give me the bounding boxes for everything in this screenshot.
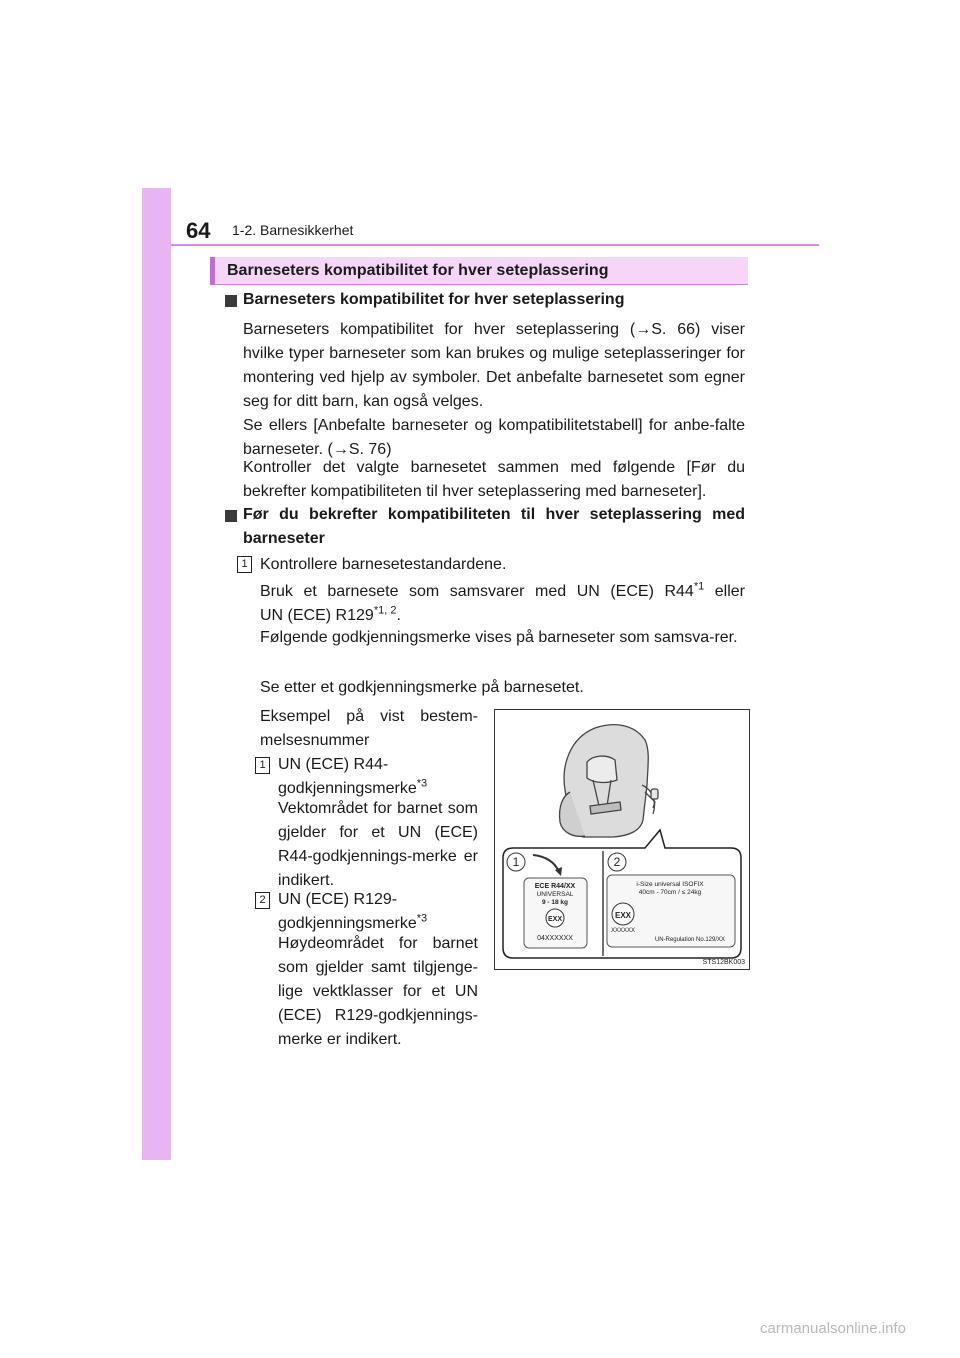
paragraph: Kontroller det valgte barnesetet sammen med følgende [Før du bekrefter kompatibiliteten til hver seteplassering med barneseter]. — [243, 459, 745, 500]
paragraph: Se ellers [Anbefalte barneseter og kompatibilitetstabell] for anbe-falte barneseter. (→S. 76) — [243, 417, 745, 458]
item-description: Høydeområdet for barnet som gjelder samt tilgjenge-lige vektklasser for et UN (ECE) R129-godkjennings-merke er indikert. — [278, 935, 478, 1048]
child-seat-illustration — [495, 710, 749, 969]
text-fragment: godkjenningsmerke — [278, 915, 417, 932]
bullet-square-icon — [225, 510, 237, 522]
callout-number: 1 — [512, 855, 520, 869]
child-seat-icon — [560, 725, 658, 837]
child-seat-figure — [494, 709, 750, 970]
item-title: UN (ECE) R129- — [278, 891, 398, 908]
section-heading-box — [210, 257, 748, 285]
label-text: 40cm - 70cm / ≤ 24kg — [638, 889, 702, 896]
subheading: barneseter — [243, 530, 325, 547]
text-fragment: eller — [704, 583, 745, 600]
footnote-ref: *1, 2 — [373, 604, 397, 617]
label-text: UNIVERSAL — [536, 891, 574, 898]
footnote-ref: *1 — [693, 580, 705, 593]
page-number: 64 — [186, 218, 211, 243]
paragraph: Eksempel på vist bestem-melsesnummer — [260, 708, 478, 749]
e-mark-icon: EXX — [614, 911, 632, 920]
section-heading: Barneseters kompatibilitet for hver seteplassering — [227, 262, 609, 279]
paragraph: Se etter et godkjenningsmerke på barnesetet. — [260, 679, 584, 696]
chapter-title: 1-2. Barnesikkerhet — [232, 222, 354, 238]
step-number-box: 1 — [237, 556, 252, 573]
figure-id: STS12BK003 — [702, 959, 745, 966]
item-title: UN (ECE) R44- — [278, 756, 389, 773]
paragraph — [260, 604, 745, 628]
text-fragment: UN (ECE) R129 — [260, 607, 374, 624]
text-fragment: . — [396, 607, 401, 624]
label-text: UN-Regulation No.129/XX — [654, 937, 726, 943]
footnote-ref: *3 — [416, 912, 428, 925]
subheading: Før du bekrefter kompatibiliteten til hver seteplassering med — [243, 506, 745, 523]
label-text: ECE R44/XX — [534, 883, 576, 890]
label-text: 9 - 18 kg — [541, 899, 569, 906]
paragraph: Følgende godkjenningsmerke vises på barneseter som samsva-rer. — [260, 629, 738, 646]
step-title: Kontrollere barnesetestandardene. — [260, 556, 507, 573]
paragraph — [260, 580, 745, 604]
label-text: 04XXXXXX — [537, 935, 573, 942]
subheading: Barneseters kompatibilitet for hver seteplassering — [243, 291, 625, 308]
text-fragment: Bruk et barnesete som samsvarer med UN (ECE) R44 — [260, 583, 694, 600]
e-mark-icon: EXX — [547, 916, 563, 923]
item-description: Vektområdet for barnet som gjelder for et UN (ECE) R44-godkjennings-merke er indikert. — [278, 800, 478, 889]
paragraph: Barneseters kompatibilitet for hver seteplassering (→S. 66) viser hvilke typer barneseter som kan brukes og mulige seteplasseringer for montering ved hjelp av symboler. Det anbefalte barnesetet som egner seg for ditt barn, kan også velges. — [243, 321, 745, 410]
item-number-box: 1 — [255, 757, 270, 774]
label-text: i-Size universal ISOFIX — [636, 881, 704, 888]
header-divider — [171, 244, 819, 246]
watermark: carmanualsonline.info — [760, 1320, 906, 1337]
footnote-ref: *3 — [416, 777, 428, 790]
bullet-square-icon — [225, 295, 237, 307]
chapter-sidebar-tab — [142, 188, 171, 1160]
item-number-box: 2 — [255, 892, 270, 909]
callout-number: 2 — [613, 855, 621, 869]
label-text: XXXXXX — [610, 928, 636, 934]
text-fragment: godkjenningsmerke — [278, 780, 417, 797]
